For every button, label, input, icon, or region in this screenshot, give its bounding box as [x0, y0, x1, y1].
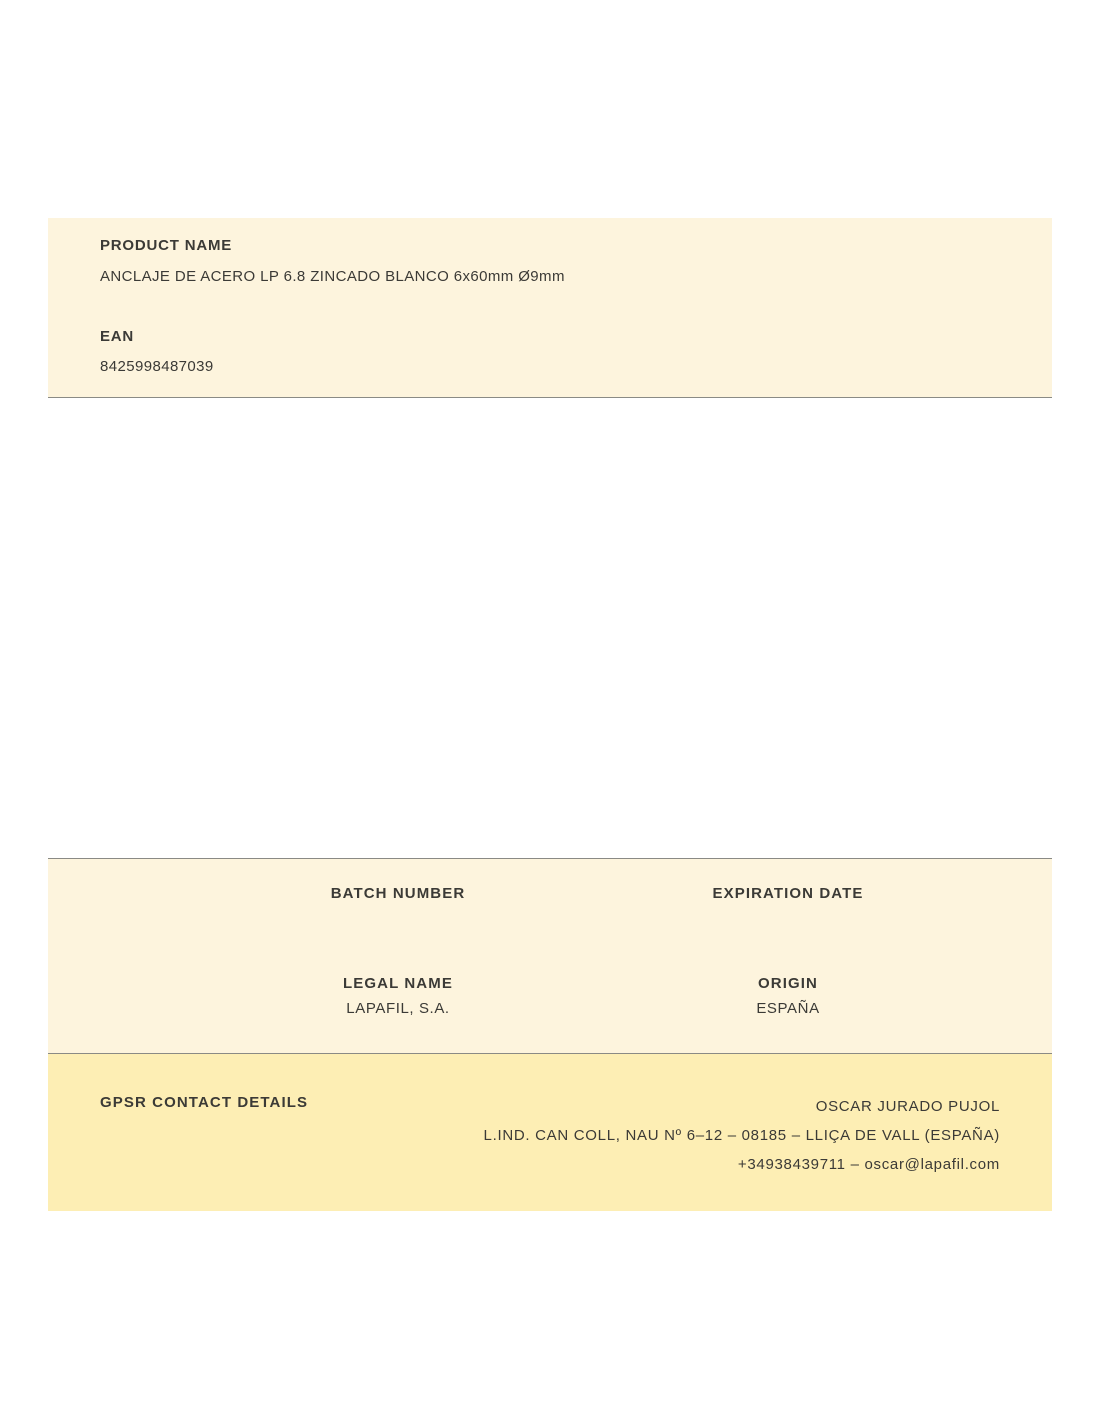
gpsr-contact-person: OSCAR JURADO PUJOL [815, 1098, 1000, 1115]
legal-name-value: LAPAFIL, S.A. [346, 1000, 450, 1017]
gpsr-contact-block [48, 1054, 1052, 1211]
expiration-date-cell [618, 885, 958, 910]
expiration-date-label: EXPIRATION DATE [712, 885, 864, 902]
batch-number-cell [228, 885, 568, 910]
product-name-label: PRODUCT NAME [100, 237, 233, 254]
ean-label: EAN [100, 328, 135, 345]
origin-label: ORIGIN [758, 975, 818, 992]
legal-name-cell [228, 975, 568, 1017]
product-name-value: ANCLAJE DE ACERO LP 6.8 ZINCADO BLANCO 6x60mm Ø9mm [100, 268, 565, 285]
gpsr-contact-label: GPSR CONTACT DETAILS [100, 1094, 309, 1111]
batch-number-label: BATCH NUMBER [330, 885, 466, 902]
origin-value: ESPAÑA [756, 1000, 820, 1017]
gpsr-contact-address: L.IND. CAN COLL, NAU Nº 6–12 – 08185 – LLIÇA DE VALL (ESPAÑA) [483, 1127, 1000, 1144]
legal-name-label: LEGAL NAME [343, 975, 453, 992]
traceability-block [48, 858, 1052, 1054]
gpsr-contact-details [484, 1092, 1000, 1179]
product-info-block [48, 218, 1052, 398]
gpsr-contact-phone-email: +34938439711 – oscar@lapafil.com [737, 1156, 1000, 1173]
ean-value: 8425998487039 [100, 358, 214, 375]
origin-cell [618, 975, 958, 1017]
